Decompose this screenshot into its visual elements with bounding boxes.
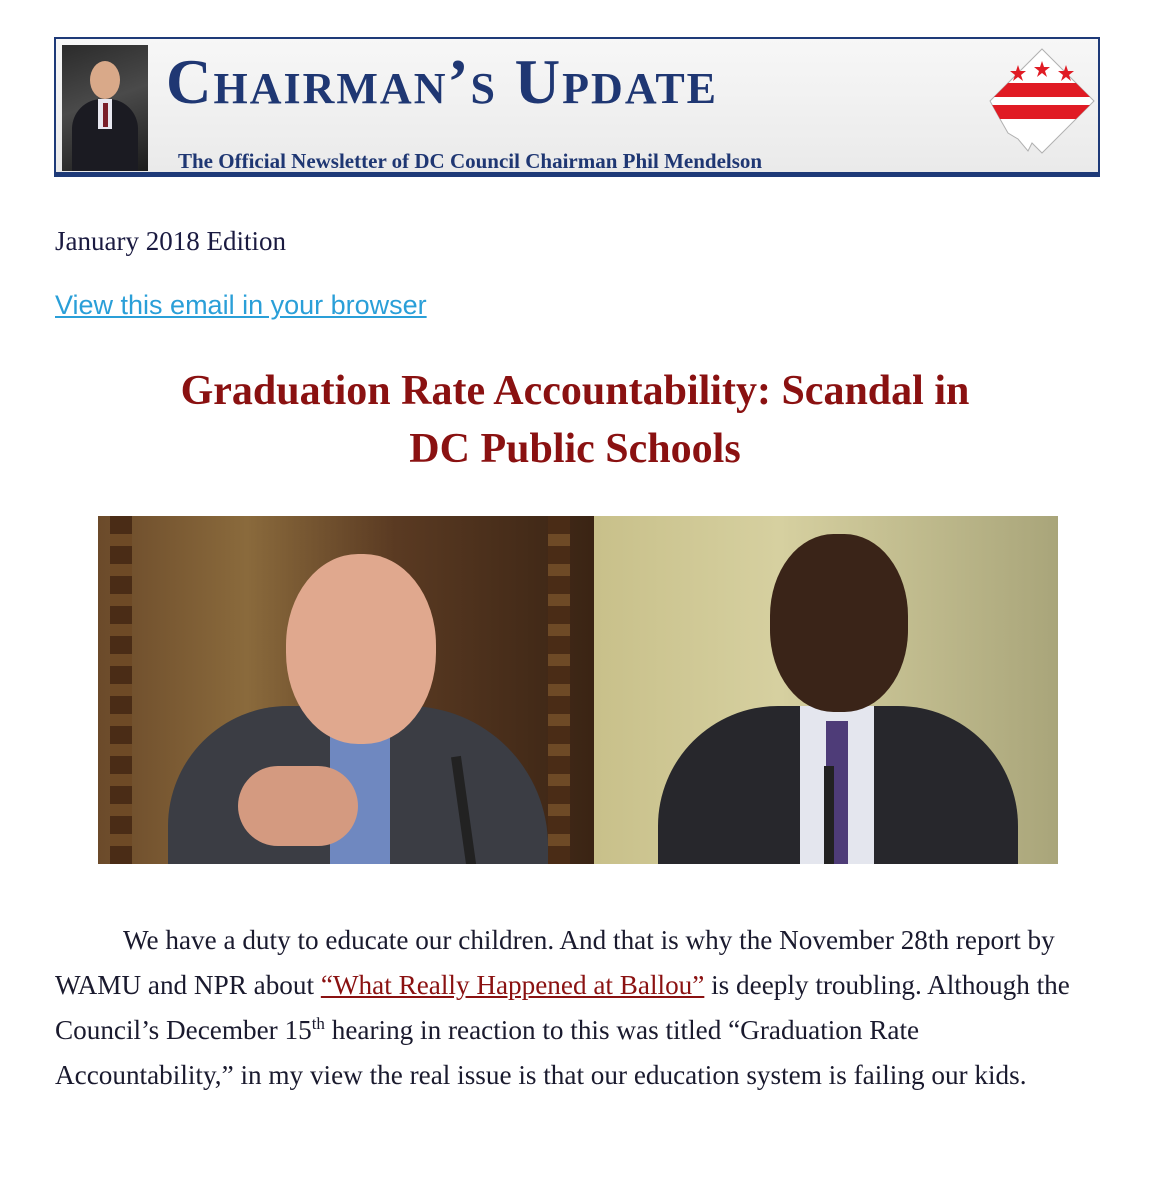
view-in-browser-link[interactable]: View this email in your browser [55,290,427,320]
paragraph-text-1: We have a duty to educate our children. And that is why the November 28th report by WAMU and NPR about [55,925,1055,1000]
headline-line-2: DC Public Schools [409,426,741,472]
article-paragraph [55,918,1095,1098]
newsletter-title: Chairman’s Update [166,47,719,117]
ordinal-suffix: th [311,1013,325,1033]
edition-label: January 2018 Edition [55,226,286,256]
newsletter-banner [54,37,1100,177]
article-headline [40,362,1110,478]
dc-flag-map-icon [988,47,1096,171]
newsletter-subtitle: The Official Newsletter of DC Council Chairman Phil Mendelson [178,149,763,173]
headline-line-1: Graduation Rate Accountability: Scandal in [180,368,970,414]
paragraph-text-2: is deeply troubling. Although the Council’s December 15 [55,970,1070,1045]
paragraph-text-3: hearing in reaction to this was titled “Graduation Rate Accountability,” in my view the real issue is that our education system is failing our kids. [55,1015,1027,1090]
chairman-photo [62,45,148,171]
hearing-photo [98,516,1058,864]
ballou-report-link[interactable]: “What Really Happened at Ballou” [320,970,705,1000]
